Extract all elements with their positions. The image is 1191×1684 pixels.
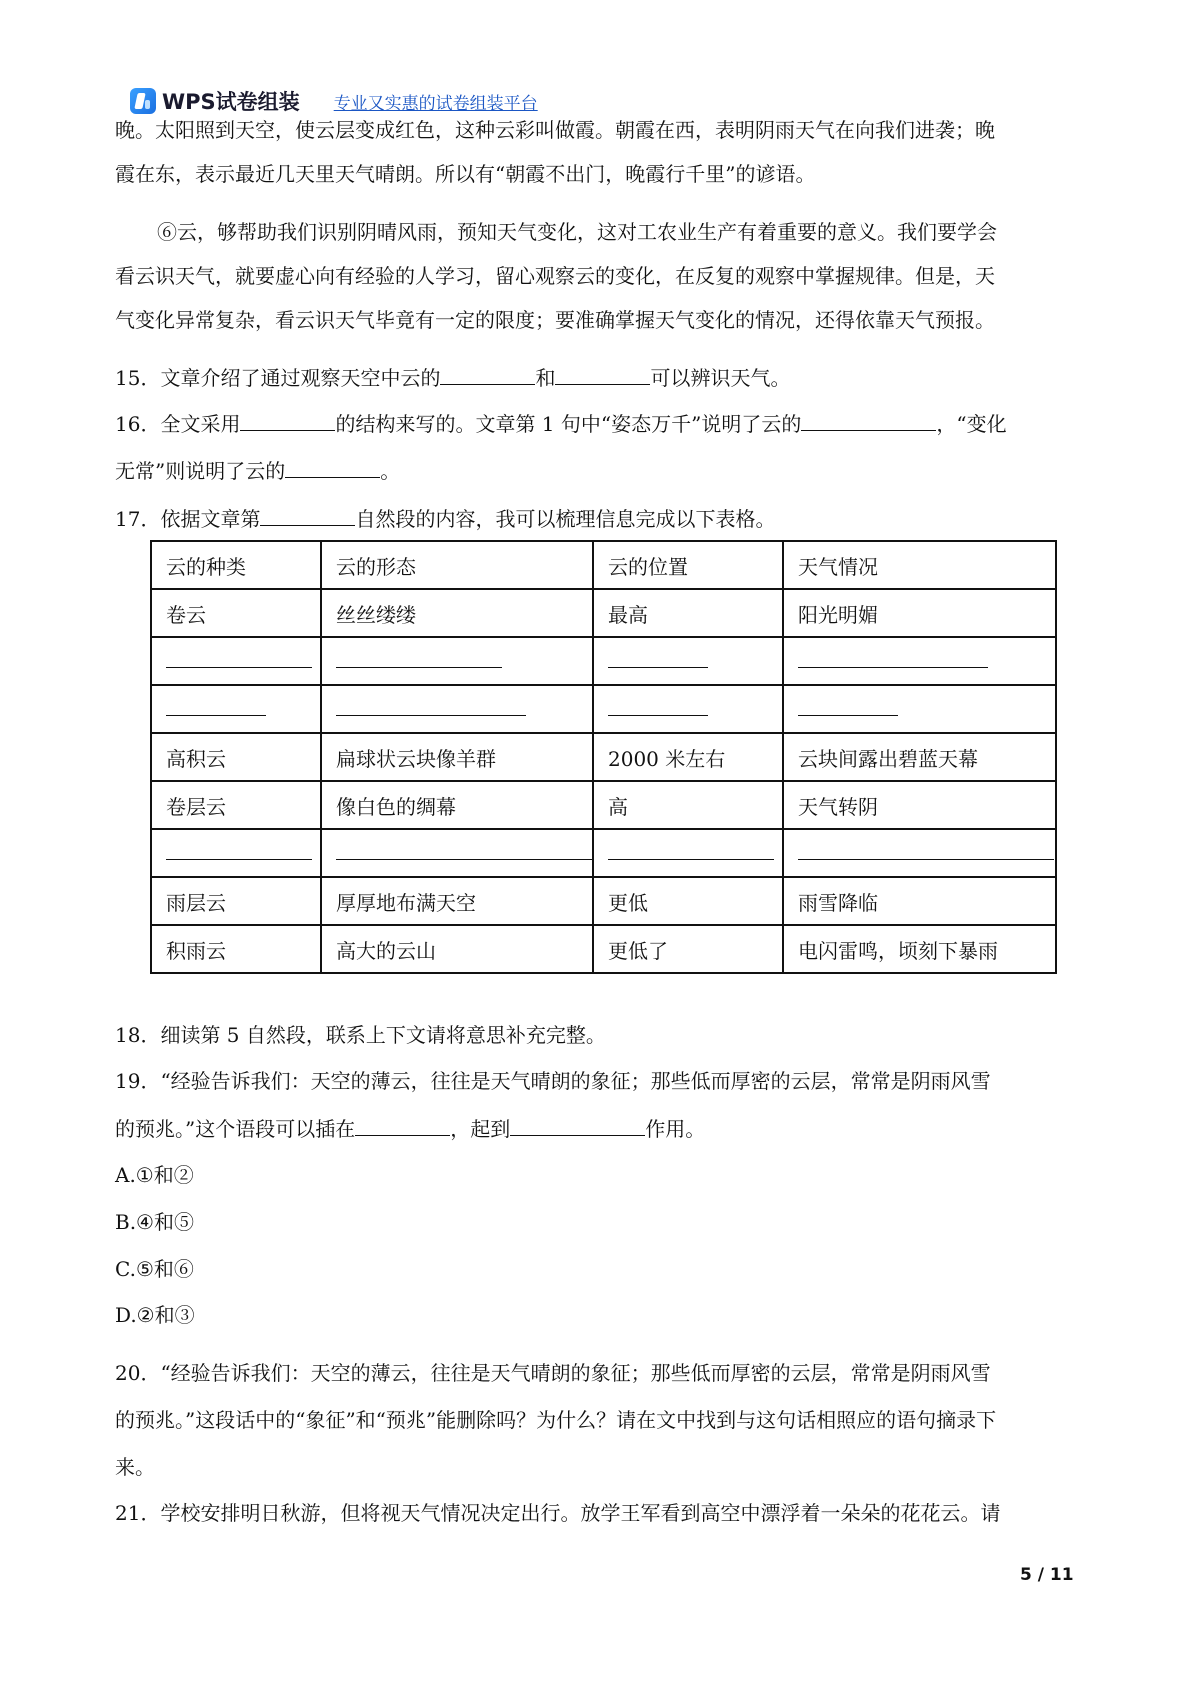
q16-text: 无常”则说明了云的 [115,459,286,483]
table-row [151,925,1056,973]
table-cell [151,685,321,733]
table-header-cell: 天气情况 [783,541,1056,589]
table-cell: 阳光明媚 [783,589,1056,637]
option-d[interactable]: D.②和③ [115,1303,195,1327]
table-cell: 高积云 [151,733,321,781]
option-c[interactable]: C.⑤和⑥ [115,1257,194,1281]
cloud-info-table [150,540,1057,974]
table-cell: 卷层云 [151,781,321,829]
table-row [151,877,1056,925]
table-row [151,733,1056,781]
table-cell [321,829,593,877]
answer-blank[interactable] [166,701,266,716]
answer-blank[interactable] [440,362,535,385]
table-cell: 高 [593,781,783,829]
table-cell [783,685,1056,733]
option-a[interactable]: A.①和② [115,1163,194,1187]
table-cell [593,637,783,685]
table-cell: 更低 [593,877,783,925]
table-cell: 厚厚地布满天空 [321,877,593,925]
q17-text: 17．依据文章第 [115,507,261,531]
passage-line: 晚。太阳照到天空，使云层变成红色，这种云彩叫做霞。朝霞在西，表明阴雨天气在向我们进袭；晚 [115,118,995,142]
table-cell: 丝丝缕缕 [321,589,593,637]
table-header-cell: 云的种类 [151,541,321,589]
table-cell: 电闪雷鸣，顷刻下暴雨 [783,925,1056,973]
answer-blank[interactable] [166,845,312,860]
answer-blank[interactable] [260,503,355,526]
passage-line: 气变化异常复杂，看云识天气毕竟有一定的限度；要准确掌握天气变化的情况，还得依靠天气预报。 [115,308,995,332]
passage-line: 看云识天气，就要虚心向有经验的人学习，留心观察云的变化，在反复的观察中掌握规律。但是，天 [115,264,995,288]
question-18: 18．细读第 5 自然段，联系上下文请将意思补充完整。 [115,1023,606,1047]
answer-blank[interactable] [285,455,380,478]
q16-text: ，“变化 [936,412,1007,436]
table-header-cell: 云的形态 [321,541,593,589]
table-cell: 更低了 [593,925,783,973]
table-header-row [151,541,1056,589]
answer-blank[interactable] [336,701,526,716]
wps-logo-icon [130,88,156,114]
answer-blank[interactable] [608,653,708,668]
answer-blank[interactable] [608,701,708,716]
table-cell [151,829,321,877]
question-20: 20．“经验告诉我们：天空的薄云，往往是天气晴朗的象征；那些低而厚密的云层，常常是阴雨风雪 [115,1361,991,1385]
table-cell [783,637,1056,685]
question-20-cont: 来。 [115,1455,155,1479]
header [130,86,538,116]
answer-blank[interactable] [240,408,335,431]
question-16 [115,408,1007,439]
table-cell: 2000 米左右 [593,733,783,781]
answer-blank[interactable] [336,845,592,860]
answer-blank[interactable] [510,1113,645,1136]
table-cell [783,829,1056,877]
question-19: 19．“经验告诉我们：天空的薄云，往往是天气晴朗的象征；那些低而厚密的云层，常常是阴雨风雪 [115,1069,991,1093]
table-row-blank [151,685,1056,733]
question-16-cont [115,455,400,486]
table-row [151,589,1056,637]
passage-line: ⑥云，够帮助我们识别阴晴风雨，预知天气变化，这对工农业生产有着重要的意义。我们要学会 [157,220,997,244]
table-cell: 积雨云 [151,925,321,973]
table-row [151,781,1056,829]
answer-blank[interactable] [798,653,988,668]
table-cell: 云块间露出碧蓝天幕 [783,733,1056,781]
table-row-blank [151,637,1056,685]
q16-text: 的结构来写的。文章第 1 句中“姿态万千”说明了云的 [335,412,802,436]
q16-text: 。 [380,459,401,483]
q19-text: 作用。 [645,1117,706,1141]
table-cell: 卷云 [151,589,321,637]
table-header-cell: 云的位置 [593,541,783,589]
question-17 [115,503,775,534]
passage-line: 霞在东，表示最近几天里天气晴朗。所以有“朝霞不出门，晚霞行千里”的谚语。 [115,162,816,186]
q15-text: 和 [535,366,556,390]
table-cell: 天气转阴 [783,781,1056,829]
question-20-cont: 的预兆。”这段话中的“象征”和“预兆”能删除吗？为什么？请在文中找到与这句话相照应的语句摘录下 [115,1408,997,1432]
answer-blank[interactable] [355,1113,450,1136]
q15-text: 15．文章介绍了通过观察天空中云的 [115,366,441,390]
table-cell: 雨雪降临 [783,877,1056,925]
table-cell: 雨层云 [151,877,321,925]
q16-text: 16．全文采用 [115,412,241,436]
answer-blank[interactable] [555,362,650,385]
table-cell [321,637,593,685]
page-number: 5 / 11 [1020,1565,1074,1585]
q17-text: 自然段的内容，我可以梳理信息完成以下表格。 [355,507,776,531]
answer-blank[interactable] [798,701,898,716]
question-19-cont [115,1113,705,1144]
answer-blank[interactable] [801,408,936,431]
table-cell: 扁球状云块像羊群 [321,733,593,781]
q19-text: 的预兆。”这个语段可以插在 [115,1117,356,1141]
q15-text: 可以辨识天气。 [650,366,791,390]
slogan-link[interactable]: 专业又实惠的试卷组装平台 [333,93,538,114]
table-cell: 最高 [593,589,783,637]
answer-blank[interactable] [798,845,1054,860]
question-15 [115,362,790,393]
table-cell [321,685,593,733]
table-cell: 高大的云山 [321,925,593,973]
answer-blank[interactable] [336,653,502,668]
table-row-blank [151,829,1056,877]
table-cell: 像白色的绸幕 [321,781,593,829]
q19-text: ，起到 [450,1117,511,1141]
table-cell [593,829,783,877]
logo-text: WPS试卷组装 [162,90,300,114]
option-b[interactable]: B.④和⑤ [115,1210,194,1234]
answer-blank[interactable] [166,653,312,668]
table-cell [593,685,783,733]
question-21: 21．学校安排明日秋游，但将视天气情况决定出行。放学王军看到高空中漂浮着一朵朵的花花云。请 [115,1501,1001,1525]
answer-blank[interactable] [608,845,774,860]
table-cell [151,637,321,685]
